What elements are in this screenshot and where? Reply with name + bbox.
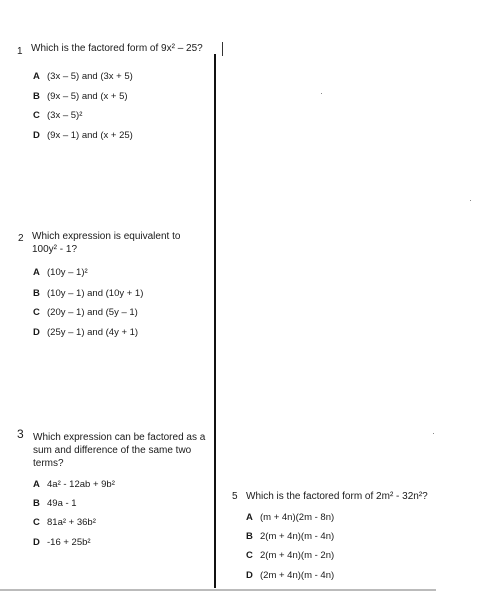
option-text: (10y – 1)² [47, 267, 88, 278]
option-c[interactable] [33, 110, 82, 121]
option-letter: C [33, 307, 40, 318]
option-text: (3x – 5) and (3x + 5) [47, 71, 133, 82]
option-letter: A [246, 512, 253, 523]
option-c[interactable] [246, 550, 334, 561]
question-number: 5 [232, 491, 238, 502]
option-a[interactable] [33, 267, 88, 278]
option-text: 49a - 1 [47, 498, 77, 509]
option-b[interactable] [33, 288, 143, 299]
option-a[interactable] [246, 512, 334, 523]
option-letter: B [33, 91, 40, 102]
option-text: 81a² + 36b² [47, 517, 96, 528]
scan-speck [470, 200, 471, 201]
column-divider [214, 54, 216, 588]
option-letter: A [33, 71, 40, 82]
question-number: 2 [18, 233, 24, 244]
option-text: (10y – 1) and (10y + 1) [47, 288, 144, 299]
option-letter: B [246, 531, 253, 542]
option-text: 2(m + 4n)(m - 2n) [260, 550, 335, 561]
option-c[interactable] [33, 517, 96, 528]
option-b[interactable] [33, 498, 77, 509]
option-letter: C [246, 550, 253, 561]
option-text: (3x – 5)² [47, 110, 83, 121]
option-text: (25y – 1) and (4y + 1) [47, 327, 139, 338]
option-text: (9x – 1) and (x + 25) [47, 130, 133, 141]
option-text: (m + 4n)(2m - 8n) [260, 512, 335, 523]
option-letter: A [33, 479, 40, 490]
question-text-line-3: terms? [33, 458, 64, 469]
scan-speck [321, 93, 322, 94]
option-text: (9x – 5) and (x + 5) [47, 91, 128, 102]
question-number: 3 [17, 427, 24, 441]
question-text: Which is the factored form of 9x² – 25? [31, 43, 203, 54]
option-d[interactable] [33, 130, 133, 141]
option-b[interactable] [246, 531, 334, 542]
option-letter: A [33, 267, 40, 278]
option-letter: D [33, 537, 40, 548]
option-letter: B [33, 498, 40, 509]
scan-speck [433, 433, 434, 434]
question-text: Which is the factored form of 2m² - 32n²? [246, 491, 428, 502]
question-text-line-2: sum and difference of the same two [33, 445, 192, 456]
option-letter: C [33, 517, 40, 528]
option-text: 4a² - 12ab + 9b² [47, 479, 115, 490]
question-text-line-2: 100y² - 1? [32, 244, 78, 255]
question-text-line-1: Which expression is equivalent to [32, 231, 181, 242]
option-d[interactable] [33, 327, 138, 338]
question-text-line-1: Which expression can be factored as a [33, 432, 206, 443]
page-bottom-edge [0, 589, 436, 591]
option-a[interactable] [33, 71, 133, 82]
divider-mark [222, 42, 223, 56]
option-d[interactable] [246, 570, 334, 581]
option-b[interactable] [33, 91, 128, 102]
option-a[interactable] [33, 479, 115, 490]
option-letter: B [33, 288, 40, 299]
option-letter: D [33, 130, 40, 141]
option-letter: D [33, 327, 40, 338]
option-c[interactable] [33, 307, 138, 318]
option-letter: D [246, 570, 253, 581]
option-letter: C [33, 110, 40, 121]
question-number: 1 [17, 46, 23, 57]
option-d[interactable] [33, 537, 91, 548]
option-text: (20y – 1) and (5y – 1) [47, 307, 138, 318]
option-text: 2(m + 4n)(m - 4n) [260, 531, 335, 542]
option-text: -16 + 25b² [47, 537, 91, 548]
option-text: (2m + 4n)(m - 4n) [260, 570, 335, 581]
